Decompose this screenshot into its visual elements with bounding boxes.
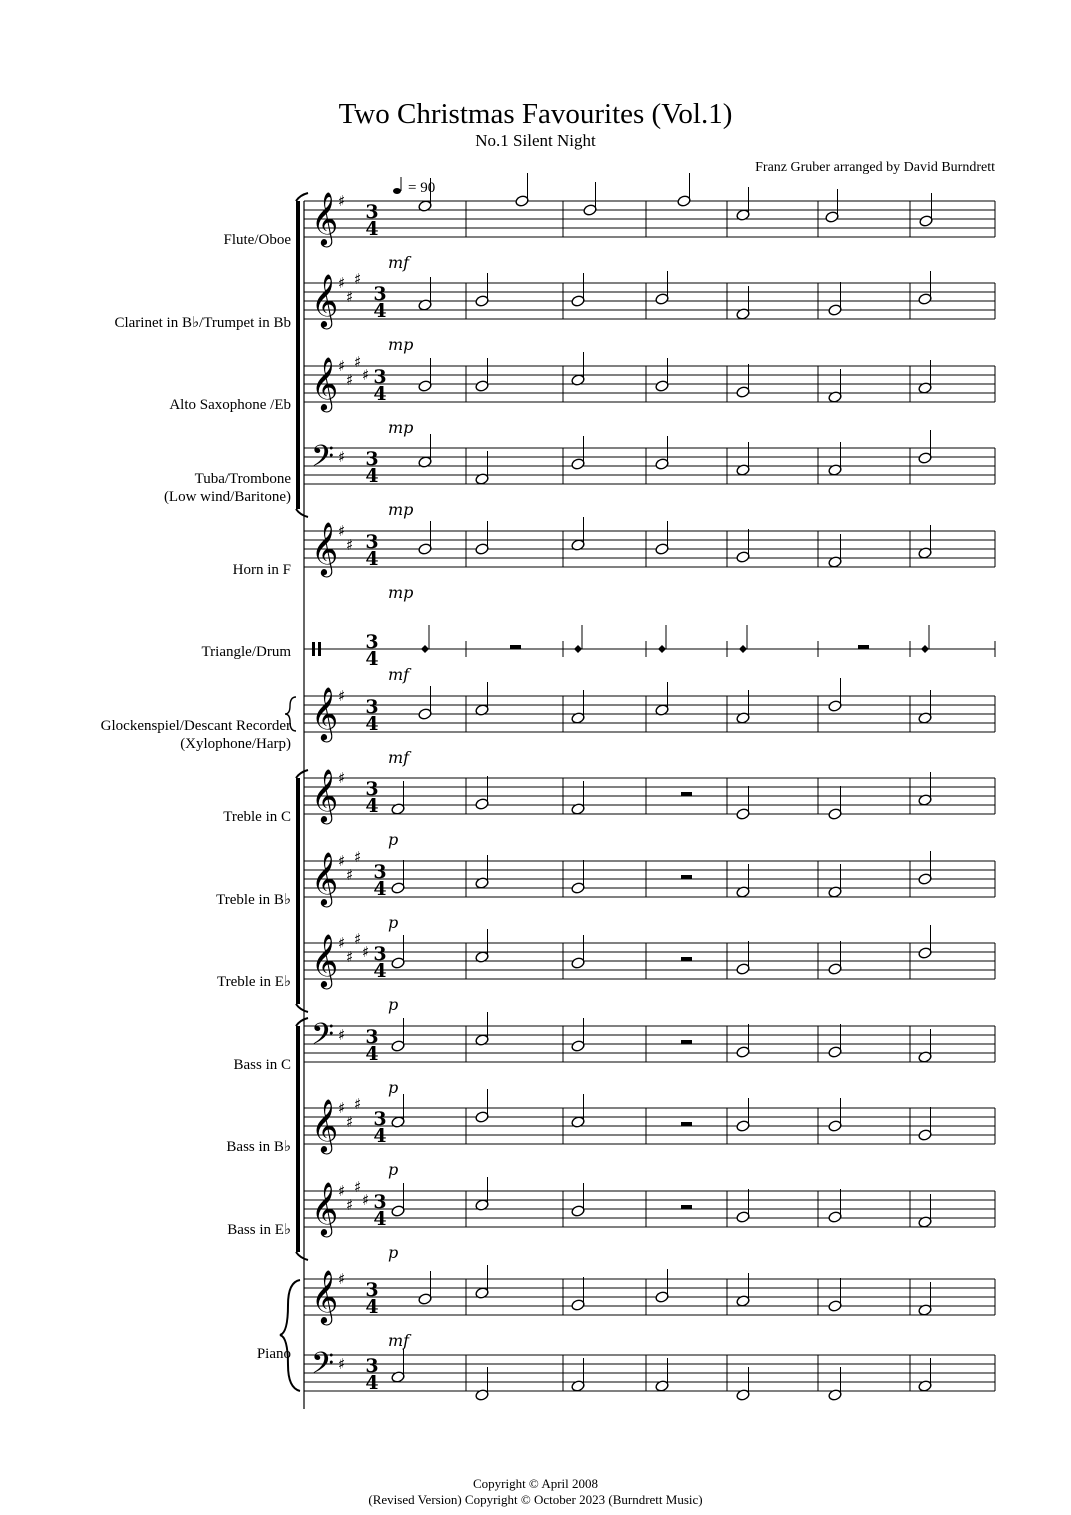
treble-bracket — [296, 778, 300, 1004]
sharp-icon: ♯ — [346, 1196, 354, 1214]
sharp-icon: ♯ — [338, 1026, 346, 1044]
sharp-icon: ♯ — [338, 1355, 346, 1373]
whole-rest-icon — [681, 957, 692, 961]
whole-rest-icon — [681, 1040, 692, 1044]
treble-clef-icon: 𝄞 — [311, 851, 339, 905]
treble-clef-icon: 𝄞 — [311, 1098, 339, 1152]
sharp-icon: ♯ — [354, 1095, 362, 1113]
time-signature-bottom: 4 — [373, 878, 387, 900]
time-signature-bottom: 4 — [373, 960, 387, 982]
copyright-line-1: Copyright © April 2008 — [472, 1476, 599, 1491]
time-signature-top: 3 — [373, 861, 387, 883]
part-name-tuba-trombone: Tuba/Trombone (Low wind/Baritone) — [163, 471, 291, 505]
part-name-glockenspiel: Glockenspiel/Descant Recorder (Xylophone/Harp) — [100, 718, 291, 752]
sharp-icon: ♯ — [346, 866, 354, 884]
dynamic-marking: p — [388, 830, 399, 849]
treble-clef-icon: 𝄞 — [311, 686, 339, 740]
percussion-note-head — [421, 645, 429, 653]
time-signature-top: 3 — [365, 448, 379, 470]
treble-bracket-bottom — [296, 1004, 308, 1012]
part-name-horn: Horn in F — [232, 562, 291, 578]
time-signature-top: 3 — [365, 1026, 379, 1048]
whole-rest-icon — [681, 1122, 692, 1126]
whole-rest-icon — [510, 645, 521, 649]
sharp-icon: ♯ — [338, 522, 346, 540]
part-name-bass-c: Bass in C — [233, 1057, 291, 1073]
treble-clef-icon: 𝄞 — [311, 768, 339, 822]
sharp-icon: ♯ — [354, 848, 362, 866]
part-name-treble-c: Treble in C — [223, 809, 291, 825]
time-signature-bottom: 4 — [365, 465, 379, 487]
sharp-icon: ♯ — [354, 353, 362, 371]
part-name-treble-bb: Treble in B♭ — [216, 892, 291, 908]
tempo-marking: = 90 — [408, 180, 436, 196]
time-signature-bottom: 4 — [365, 713, 379, 735]
sharp-icon: ♯ — [354, 930, 362, 948]
treble-clef-icon: 𝄞 — [311, 356, 339, 410]
dynamic-marking: p — [388, 913, 399, 932]
percussion-note-head — [921, 645, 929, 653]
sharp-icon: ♯ — [338, 934, 346, 952]
dynamic-marking: p — [388, 995, 399, 1014]
time-signature-top: 3 — [373, 943, 387, 965]
part-name-treble-eb: Treble in E♭ — [216, 974, 291, 990]
time-signature-bottom: 4 — [365, 548, 379, 570]
sharp-icon: ♯ — [338, 357, 346, 375]
time-signature-bottom: 4 — [373, 1125, 387, 1147]
sharp-icon: ♯ — [362, 366, 370, 384]
part-name-piano: Piano — [256, 1346, 291, 1362]
treble-clef-icon: 𝄞 — [311, 1269, 339, 1323]
time-signature-top: 3 — [365, 778, 379, 800]
sharp-icon: ♯ — [354, 1178, 362, 1196]
part-name-flute-oboe: Flute/Oboe — [223, 232, 291, 248]
time-signature-top: 3 — [365, 1279, 379, 1301]
sharp-icon: ♯ — [338, 448, 346, 466]
piano-brace — [280, 1280, 300, 1391]
whole-rest-icon — [681, 792, 692, 796]
time-signature-bottom: 4 — [373, 383, 387, 405]
sharp-icon: ♯ — [338, 1270, 346, 1288]
dynamic-marking: mf — [388, 253, 410, 272]
time-signature-top: 3 — [365, 631, 379, 653]
sharp-icon: ♯ — [338, 769, 346, 787]
bass-clef-icon: 𝄢 — [311, 1018, 335, 1059]
sharp-icon: ♯ — [346, 288, 354, 306]
dynamic-marking: p — [388, 1243, 399, 1262]
part-name-bass-eb: Bass in E♭ — [227, 1222, 291, 1238]
sharp-icon: ♯ — [338, 1182, 346, 1200]
dynamic-marking: mp — [388, 335, 414, 354]
quarter-note-icon — [393, 188, 401, 194]
part-name-alto-saxophone: Alto Saxophone /Eb — [169, 397, 291, 413]
sharp-icon: ♯ — [346, 371, 354, 389]
whole-rest-icon — [681, 875, 692, 879]
percussion-note-head — [574, 645, 582, 653]
whole-rest-icon — [858, 645, 869, 649]
part-name-triangle-drum: Triangle/Drum — [201, 644, 291, 660]
time-signature-top: 3 — [365, 1355, 379, 1377]
sharp-icon: ♯ — [354, 270, 362, 288]
dynamic-marking: mf — [388, 1331, 410, 1350]
treble-clef-icon: 𝄞 — [311, 273, 339, 327]
time-signature-top: 3 — [365, 201, 379, 223]
time-signature-bottom: 4 — [365, 1296, 379, 1318]
winds-bracket-top — [296, 193, 308, 201]
treble-bracket-top — [296, 770, 308, 778]
percussion-note-head — [658, 645, 666, 653]
time-signature-bottom: 4 — [365, 648, 379, 670]
time-signature-top: 3 — [365, 696, 379, 718]
time-signature-bottom: 4 — [365, 1372, 379, 1394]
part-name-bass-bb: Bass in B♭ — [226, 1139, 291, 1155]
percussion-clef-icon — [312, 642, 315, 656]
bass-bracket-top — [296, 1018, 308, 1026]
score-title: Two Christmas Favourites (Vol.1) — [338, 98, 733, 130]
dynamic-marking: mp — [388, 583, 414, 602]
whole-rest-icon — [681, 1205, 692, 1209]
dynamic-marking: p — [388, 1160, 399, 1179]
bass-clef-icon: 𝄢 — [311, 1347, 335, 1388]
dynamic-marking: mp — [388, 418, 414, 437]
sharp-icon: ♯ — [338, 274, 346, 292]
composer-credit: Franz Gruber arranged by David Burndrett — [755, 160, 995, 175]
time-signature-bottom: 4 — [373, 1208, 387, 1230]
time-signature-top: 3 — [373, 1108, 387, 1130]
treble-clef-icon: 𝄞 — [311, 521, 339, 575]
dynamic-marking: mp — [388, 500, 414, 519]
score-subtitle: No.1 Silent Night — [475, 131, 596, 150]
dynamic-marking: p — [388, 1078, 399, 1097]
bass-bracket-bottom — [296, 1252, 308, 1260]
sharp-icon: ♯ — [338, 852, 346, 870]
treble-clef-icon: 𝄞 — [311, 1181, 339, 1235]
sharp-icon: ♯ — [362, 1191, 370, 1209]
time-signature-bottom: 4 — [365, 218, 379, 240]
copyright-notice — [0, 1476, 1071, 1508]
time-signature-top: 3 — [365, 531, 379, 553]
treble-clef-icon: 𝄞 — [311, 933, 339, 987]
time-signature-top: 3 — [373, 366, 387, 388]
winds-bracket — [296, 201, 300, 509]
time-signature-top: 3 — [373, 283, 387, 305]
sharp-icon: ♯ — [338, 192, 346, 210]
part-name-clarinet-trumpet: Clarinet in B♭/Trumpet in Bb — [114, 315, 291, 331]
bass-bracket — [296, 1026, 300, 1252]
time-signature-bottom: 4 — [373, 300, 387, 322]
dynamic-marking: mf — [388, 748, 410, 767]
percussion-note-head — [739, 645, 747, 653]
winds-bracket-bottom — [296, 509, 308, 517]
time-signature-bottom: 4 — [365, 1043, 379, 1065]
time-signature-bottom: 4 — [365, 795, 379, 817]
sharp-icon: ♯ — [346, 1113, 354, 1131]
time-signature-top: 3 — [373, 1191, 387, 1213]
dynamic-marking: mf — [388, 665, 410, 684]
sharp-icon: ♯ — [346, 948, 354, 966]
sharp-icon: ♯ — [338, 687, 346, 705]
percussion-clef-icon — [318, 642, 321, 656]
treble-clef-icon: 𝄞 — [311, 191, 339, 245]
copyright-line-2: (Revised Version) Copyright © October 2023 (Burndrett Music) — [368, 1492, 703, 1507]
sharp-icon: ♯ — [338, 1099, 346, 1117]
bass-clef-icon: 𝄢 — [311, 440, 335, 481]
sharp-icon: ♯ — [346, 536, 354, 554]
sharp-icon: ♯ — [362, 943, 370, 961]
